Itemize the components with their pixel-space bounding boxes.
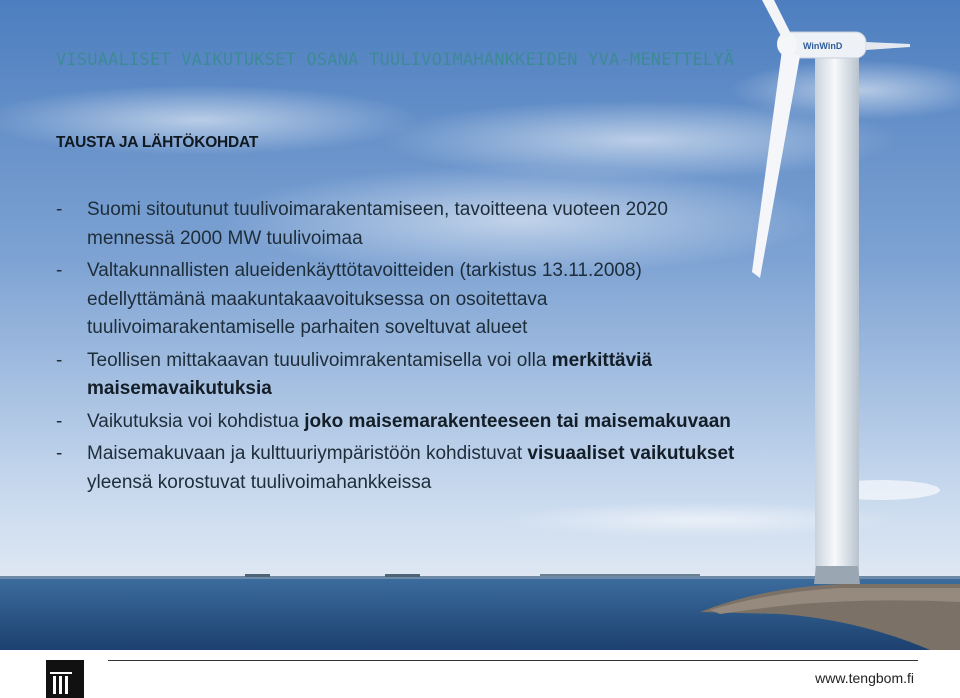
section-subheading: TAUSTA JA LÄHTÖKOHDAT xyxy=(56,134,259,151)
bullet-text: Valtakunnallisten alueidenkäyttötavoitteiden (tarkistus 13.11.2008) edellyttämänä maakuntakaavoituksessa on osoitettava tuulivoimarakentamiselle parhaiten soveltuvat alueet xyxy=(87,260,642,338)
nacelle-logo: WinWinD xyxy=(803,41,843,51)
bullet-dash: - xyxy=(56,199,63,220)
bullet-item xyxy=(56,347,756,404)
bullet-emphasis: joko maisemarakenteeseen tai maisemakuvaan xyxy=(304,410,731,432)
distant-island xyxy=(385,574,420,577)
bullet-text: yleensä korostuvat tuulivoimahankkeissa xyxy=(87,471,432,493)
slide-title: VISUAALISET VAIKUTUKSET OSANA TUULIVOIMAHANKKEIDEN YVA-MENETTELYÄ xyxy=(56,50,735,70)
bullet-emphasis: merkittäviä maisemavaikutuksia xyxy=(87,349,653,399)
bullet-item xyxy=(56,196,756,253)
footer-website: www.tengbom.fi xyxy=(815,670,914,686)
bullet-dash: - xyxy=(56,260,63,281)
bullet-list xyxy=(56,196,756,501)
bullet-text: Maisemakuvaan ja kulttuuriympäristöön kohdistuvat xyxy=(87,443,528,464)
footer-divider xyxy=(108,660,918,661)
bullet-text: Vaikutuksia voi kohdistua xyxy=(87,410,305,432)
bullet-item xyxy=(56,440,756,497)
tengbom-logo xyxy=(46,660,84,698)
bullet-item xyxy=(56,408,756,437)
distant-island xyxy=(540,574,700,576)
bullet-emphasis: visuaaliset vaikutukset xyxy=(527,443,735,464)
bullet-text: Teollisen mittakaavan tuuulivoimrakentamisella voi olla xyxy=(87,349,552,371)
bullet-dash: - xyxy=(56,410,63,432)
turbine-tower xyxy=(815,50,859,582)
bullet-dash: - xyxy=(56,443,63,464)
bullet-item xyxy=(56,257,756,343)
bullet-dash: - xyxy=(56,349,63,371)
bullet-text: Suomi sitoutunut tuulivoimarakentamiseen, tavoitteena vuoteen 2020 mennessä 2000 MW tuulivoimaa xyxy=(87,199,668,249)
distant-island xyxy=(245,574,270,577)
